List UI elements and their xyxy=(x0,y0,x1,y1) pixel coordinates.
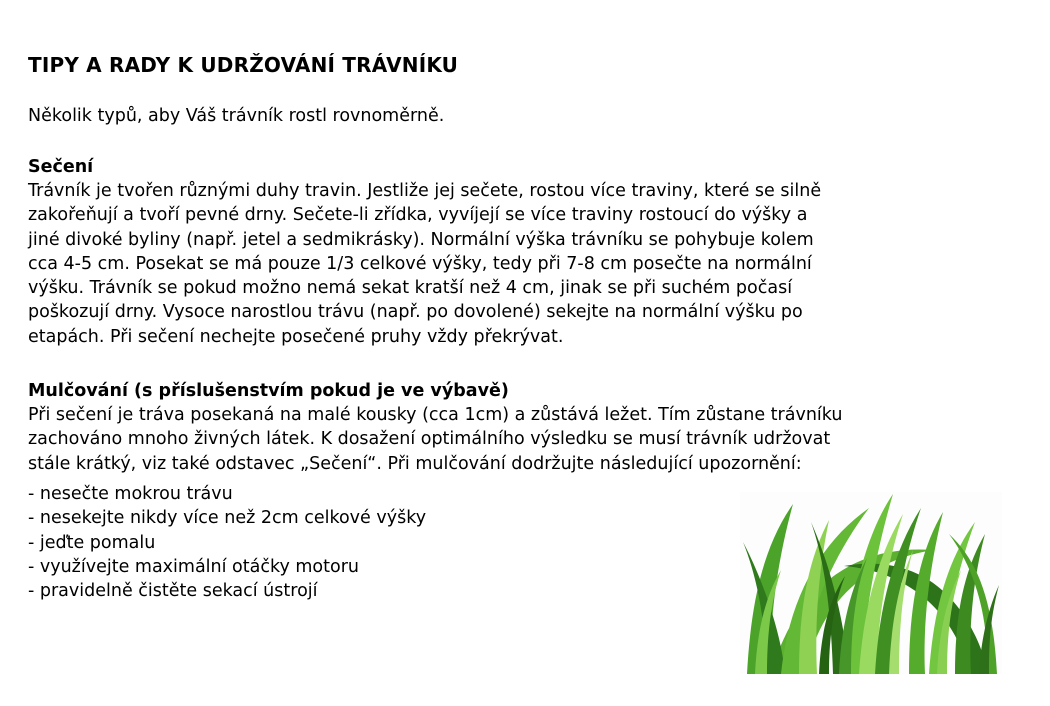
grass-clipart-svg xyxy=(740,492,1002,674)
bullet-item: - využívejte maximální otáčky motoru xyxy=(28,556,359,577)
text-line: zakořeňují a tvoří pevné drny. Sečete-li zřídka, vyvíjejí se více traviny rostoucí do výšky a xyxy=(28,205,808,226)
grass-image xyxy=(740,492,1002,674)
text-line: výšku. Trávník se pokud možno nemá sekat kratší než 4 cm, jinak se při suchém počasí xyxy=(28,278,793,299)
section-heading-mulcovani: Mulčování (s příslušenstvím pokud je ve výbavě) xyxy=(28,381,509,401)
page-title: TIPY A RADY K UDRŽOVÁNÍ TRÁVNÍKU xyxy=(28,53,459,77)
text-line: jiné divoké byliny (např. jetel a sedmikrásky). Normální výška trávníku se pohybuje kolem xyxy=(28,229,814,250)
section-heading-seceni: Sečení xyxy=(28,157,94,177)
text-line: etapách. Při sečení nechejte posečené pruhy vždy překrývat. xyxy=(28,326,564,347)
intro-text: Několik typů, aby Váš trávník rostl rovnoměrně. xyxy=(28,106,445,126)
bullet-item: - nesekejte nikdy více než 2cm celkové výšky xyxy=(28,508,427,529)
text-line: zachováno mnoho živných látek. K dosažení optimálního výsledku se musí trávník udržovat xyxy=(28,429,831,450)
text-line: stále krátký, viz také odstavec „Sečení“. Při mulčování dodržujte následující upozornění: xyxy=(28,453,802,474)
bullet-item: - pravidelně čistěte sekací ústrojí xyxy=(28,581,318,602)
text-line: poškozují drny. Vysoce narostlou trávu (např. po dovolené) sekejte na normální výšku po xyxy=(28,302,803,323)
text-line: cca 4-5 cm. Posekat se má pouze 1/3 celkové výšky, tedy při 7-8 cm posečte na normální xyxy=(28,253,812,274)
bullet-item: - jeďte pomalu xyxy=(28,532,156,553)
bullet-item: - nesečte mokrou trávu xyxy=(28,484,233,504)
text-line: Trávník je tvořen různými duhy travin. Jestliže jej sečete, rostou více traviny, které se silně xyxy=(28,181,822,201)
paragraph-seceni xyxy=(28,179,821,349)
paragraph-mulcovani xyxy=(28,403,842,476)
text-line: Při sečení je tráva posekaná na malé kousky (cca 1cm) a zůstává ležet. Tím zůstane trávníku xyxy=(28,405,843,425)
bullet-list xyxy=(28,482,426,603)
